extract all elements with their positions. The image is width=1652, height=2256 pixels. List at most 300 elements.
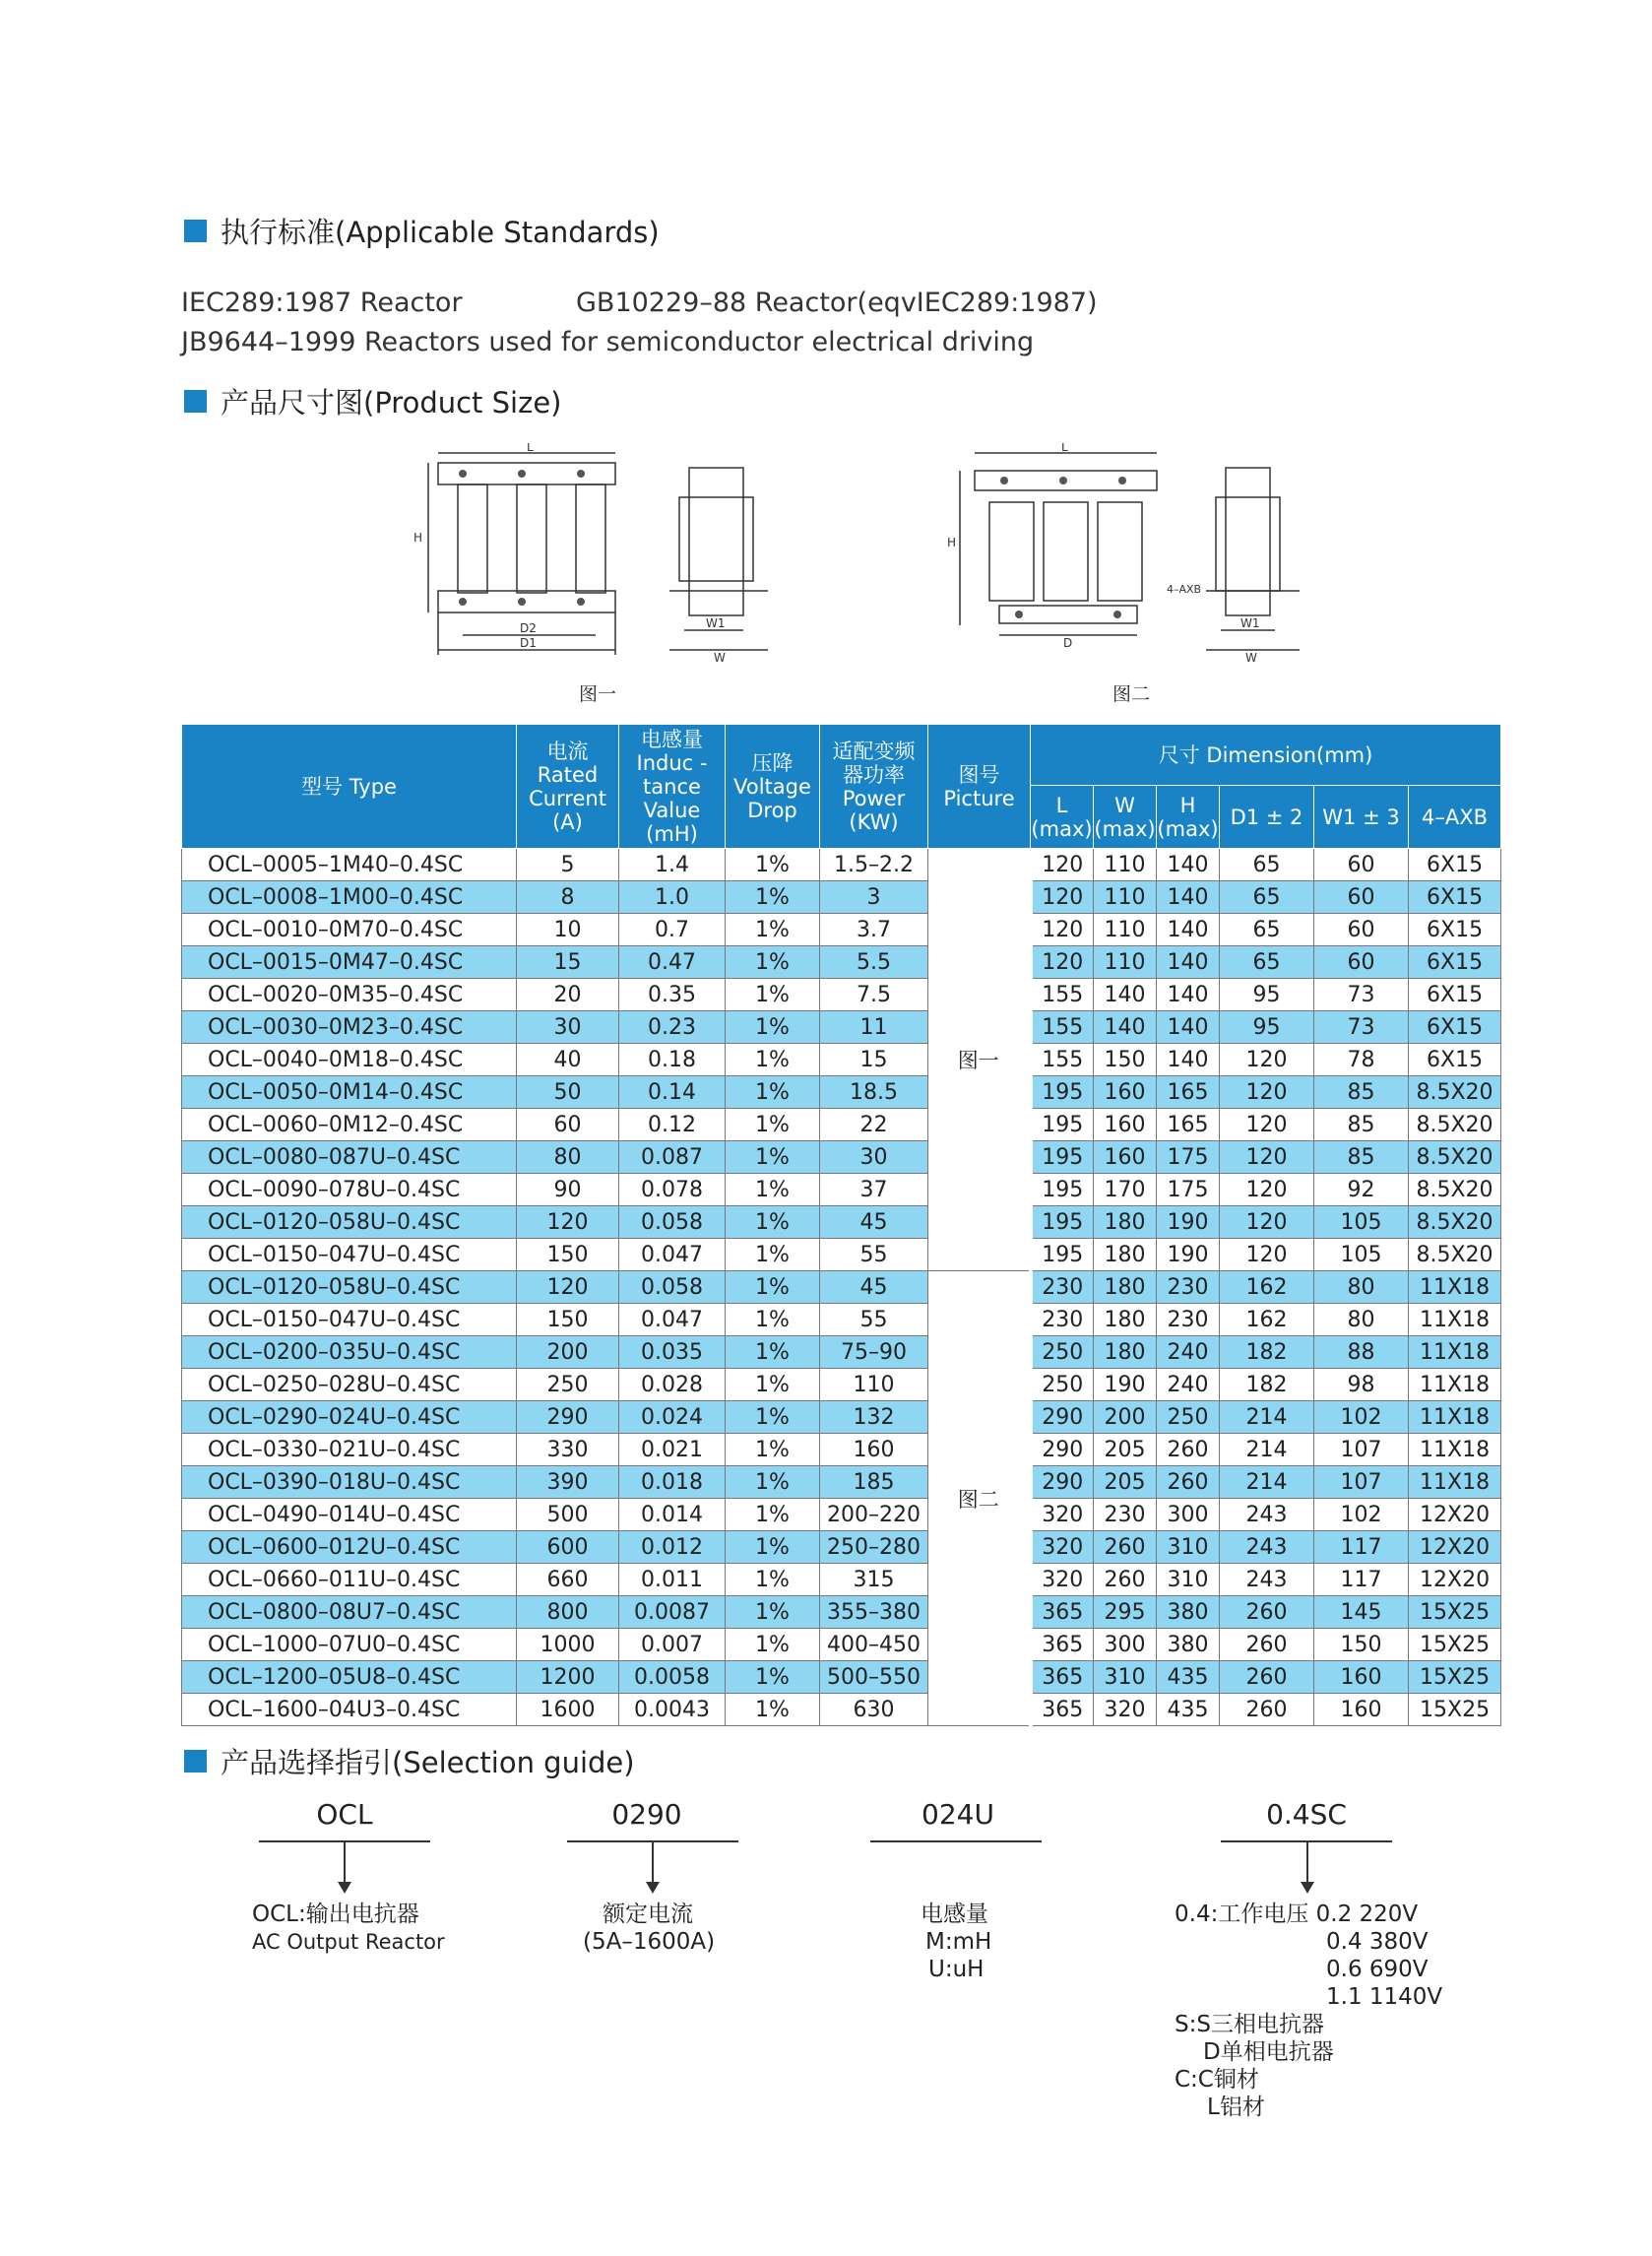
cell-inductance: 0.087 (619, 1141, 726, 1174)
cell-inductance: 0.47 (619, 946, 726, 979)
cell-D1: 243 (1220, 1531, 1314, 1564)
cell-W: 110 (1094, 914, 1157, 946)
guide-phase-line1: S:S三相电抗器 (1175, 2012, 1324, 2037)
cell-type: OCL–0005–1M40–0.4SC (182, 849, 517, 881)
cell-L: 195 (1031, 1141, 1094, 1174)
table-row (182, 1239, 1501, 1271)
cell-L: 195 (1031, 1076, 1094, 1109)
table-row (182, 1564, 1501, 1596)
cell-inductance: 0.035 (619, 1336, 726, 1369)
cell-W1: 102 (1314, 1499, 1409, 1531)
cell-4axb: 15X25 (1409, 1596, 1501, 1629)
cell-D1: 95 (1220, 1011, 1314, 1044)
cell-W1: 92 (1314, 1174, 1409, 1206)
cell-W: 200 (1094, 1401, 1157, 1434)
cell-D1: 162 (1220, 1304, 1314, 1336)
cell-4axb: 11X18 (1409, 1401, 1501, 1434)
cell-H: 310 (1157, 1564, 1220, 1596)
cell-D1: 214 (1220, 1466, 1314, 1499)
guide-ind-line2: M:mH (925, 1929, 992, 1955)
guide-ocl-line2: AC Output Reactor (252, 1930, 445, 1954)
guide-ind-line3: U:uH (928, 1957, 985, 1982)
cell-type: OCL–0250–028U–0.4SC (182, 1369, 517, 1401)
cell-voltage-drop: 1% (726, 1044, 820, 1076)
cell-L: 365 (1031, 1661, 1094, 1694)
cell-4axb: 11X18 (1409, 1336, 1501, 1369)
cell-4axb: 6X15 (1409, 1011, 1501, 1044)
cell-W: 300 (1094, 1629, 1157, 1661)
cell-H: 435 (1157, 1661, 1220, 1694)
header-dimension: 尺寸 Dimension(mm) (1031, 725, 1501, 786)
cell-W1: 117 (1314, 1531, 1409, 1564)
guide-current-line1: 额定电流 (603, 1901, 693, 1927)
cell-inductance: 0.7 (619, 914, 726, 946)
cell-W: 180 (1094, 1271, 1157, 1304)
cell-D1: 214 (1220, 1401, 1314, 1434)
cell-power: 3 (820, 881, 928, 914)
cell-type: OCL–0040–0M18–0.4SC (182, 1044, 517, 1076)
cell-W: 110 (1094, 849, 1157, 881)
cell-D1: 120 (1220, 1174, 1314, 1206)
guide-ind-line1: 电感量 (921, 1901, 988, 1927)
cell-type: OCL–0150–047U–0.4SC (182, 1304, 517, 1336)
cell-power: 5.5 (820, 946, 928, 979)
standard-gb: GB10229–88 Reactor(eqvIEC289:1987) (576, 288, 1098, 318)
cell-inductance: 0.23 (619, 1011, 726, 1044)
cell-power: 3.7 (820, 914, 928, 946)
table-row (182, 946, 1501, 979)
cell-L: 365 (1031, 1629, 1094, 1661)
table-row (182, 1629, 1501, 1661)
guide-current-line2: (5A–1600A) (583, 1929, 716, 1955)
cell-D1: 260 (1220, 1661, 1314, 1694)
table-row (182, 1044, 1501, 1076)
cell-power: 200–220 (820, 1499, 928, 1531)
cell-type: OCL–1600–04U3–0.4SC (182, 1694, 517, 1726)
table-row (182, 1661, 1501, 1694)
cell-H: 260 (1157, 1466, 1220, 1499)
table-row (182, 979, 1501, 1011)
cell-H: 175 (1157, 1174, 1220, 1206)
cell-W: 160 (1094, 1076, 1157, 1109)
picture-cell: 图一 (928, 849, 1031, 1271)
cell-voltage-drop: 1% (726, 1564, 820, 1596)
figure-2-label: 图二 (1112, 683, 1151, 705)
cell-power: 400–450 (820, 1629, 928, 1661)
cell-4axb: 6X15 (1409, 946, 1501, 979)
cell-type: OCL–0150–047U–0.4SC (182, 1239, 517, 1271)
table-row (182, 1206, 1501, 1239)
cell-W: 180 (1094, 1206, 1157, 1239)
header-inductance: 电感量 Induc - tance Value (mH) (619, 725, 726, 849)
cell-inductance: 0.12 (619, 1109, 726, 1141)
cell-current: 150 (517, 1304, 619, 1336)
cell-L: 120 (1031, 914, 1094, 946)
cell-power: 315 (820, 1564, 928, 1596)
cell-4axb: 8.5X20 (1409, 1174, 1501, 1206)
cell-W: 230 (1094, 1499, 1157, 1531)
guide-voltage-line2: 0.4 380V (1326, 1929, 1429, 1955)
cell-W: 260 (1094, 1531, 1157, 1564)
cell-inductance: 0.024 (619, 1401, 726, 1434)
cell-inductance: 0.35 (619, 979, 726, 1011)
header-D1: D1 ± 2 (1220, 786, 1314, 849)
cell-4axb: 6X15 (1409, 979, 1501, 1011)
figure-1-label: 图一 (579, 683, 617, 705)
cell-L: 120 (1031, 946, 1094, 979)
cell-D1: 162 (1220, 1271, 1314, 1304)
cell-type: OCL–0660–011U–0.4SC (182, 1564, 517, 1596)
guide-arrow-icon (344, 1842, 346, 1892)
cell-current: 1600 (517, 1694, 619, 1726)
cell-power: 1.5–2.2 (820, 849, 928, 881)
cell-L: 195 (1031, 1239, 1094, 1271)
cell-L: 290 (1031, 1434, 1094, 1466)
cell-W1: 85 (1314, 1141, 1409, 1174)
cell-W1: 105 (1314, 1239, 1409, 1271)
dim-label-4axb: 4–AXB (1167, 583, 1202, 596)
cell-L: 195 (1031, 1206, 1094, 1239)
cell-type: OCL–0290–024U–0.4SC (182, 1401, 517, 1434)
cell-D1: 65 (1220, 914, 1314, 946)
cell-4axb: 11X18 (1409, 1466, 1501, 1499)
guide-voltage-line1: 0.4:工作电压 0.2 220V (1175, 1901, 1419, 1927)
cell-W: 160 (1094, 1141, 1157, 1174)
cell-4axb: 11X18 (1409, 1434, 1501, 1466)
cell-voltage-drop: 1% (726, 1661, 820, 1694)
dim-label-W1: W1 (1240, 616, 1260, 630)
cell-L: 155 (1031, 979, 1094, 1011)
cell-power: 55 (820, 1304, 928, 1336)
cell-inductance: 0.18 (619, 1044, 726, 1076)
section-heading-selection (184, 1741, 635, 1781)
cell-power: 630 (820, 1694, 928, 1726)
section-square-icon (184, 1750, 207, 1773)
header-H: H (max) (1157, 786, 1220, 849)
dim-label-H: H (413, 531, 423, 545)
cell-voltage-drop: 1% (726, 1141, 820, 1174)
section-square-icon (184, 390, 207, 413)
cell-voltage-drop: 1% (726, 1336, 820, 1369)
cell-H: 230 (1157, 1271, 1220, 1304)
table-row (182, 849, 1501, 881)
cell-inductance: 0.0043 (619, 1694, 726, 1726)
cell-type: OCL–0090–078U–0.4SC (182, 1174, 517, 1206)
header-voltage-drop: 压降 Voltage Drop (726, 725, 820, 849)
table-row (182, 1694, 1501, 1726)
cell-H: 190 (1157, 1239, 1220, 1271)
cell-L: 320 (1031, 1531, 1094, 1564)
cell-type: OCL–0800–08U7–0.4SC (182, 1596, 517, 1629)
cell-H: 165 (1157, 1076, 1220, 1109)
cell-voltage-drop: 1% (726, 1076, 820, 1109)
cell-inductance: 0.021 (619, 1434, 726, 1466)
cell-W1: 60 (1314, 914, 1409, 946)
cell-power: 110 (820, 1369, 928, 1401)
table-row (182, 1596, 1501, 1629)
cell-voltage-drop: 1% (726, 1629, 820, 1661)
table-row (182, 1011, 1501, 1044)
cell-W: 110 (1094, 946, 1157, 979)
cell-H: 140 (1157, 1044, 1220, 1076)
cell-type: OCL–0390–018U–0.4SC (182, 1466, 517, 1499)
cell-inductance: 0.058 (619, 1271, 726, 1304)
cell-power: 22 (820, 1109, 928, 1141)
cell-current: 50 (517, 1076, 619, 1109)
guide-code-ocl: OCL (316, 1798, 373, 1831)
cell-power: 160 (820, 1434, 928, 1466)
cell-current: 120 (517, 1206, 619, 1239)
cell-W: 205 (1094, 1466, 1157, 1499)
table-row (182, 914, 1501, 946)
cell-W1: 107 (1314, 1466, 1409, 1499)
cell-current: 390 (517, 1466, 619, 1499)
cell-D1: 260 (1220, 1694, 1314, 1726)
guide-underline (870, 1840, 1042, 1842)
cell-W1: 107 (1314, 1434, 1409, 1466)
table-row (182, 881, 1501, 914)
cell-W1: 105 (1314, 1206, 1409, 1239)
cell-W: 140 (1094, 979, 1157, 1011)
cell-power: 55 (820, 1239, 928, 1271)
cell-current: 660 (517, 1564, 619, 1596)
cell-W: 140 (1094, 1011, 1157, 1044)
cell-power: 75–90 (820, 1336, 928, 1369)
cell-L: 155 (1031, 1011, 1094, 1044)
cell-H: 175 (1157, 1141, 1220, 1174)
cell-power: 500–550 (820, 1661, 928, 1694)
table-row (182, 1109, 1501, 1141)
cell-W: 180 (1094, 1336, 1157, 1369)
guide-code-voltage: 0.4SC (1266, 1798, 1347, 1831)
dim-label-H: H (947, 536, 957, 549)
cell-4axb: 12X20 (1409, 1564, 1501, 1596)
guide-code-inductance: 024U (921, 1798, 994, 1831)
standard-jb: JB9644–1999 Reactors used for semiconductor electrical driving (181, 327, 1035, 357)
cell-power: 15 (820, 1044, 928, 1076)
cell-inductance: 0.028 (619, 1369, 726, 1401)
cell-W: 150 (1094, 1044, 1157, 1076)
cell-4axb: 8.5X20 (1409, 1109, 1501, 1141)
section-square-icon (184, 220, 207, 242)
header-current: 电流 Rated Current (A) (517, 725, 619, 849)
cell-type: OCL–0080–087U–0.4SC (182, 1141, 517, 1174)
cell-power: 45 (820, 1271, 928, 1304)
cell-inductance: 0.047 (619, 1239, 726, 1271)
cell-H: 140 (1157, 946, 1220, 979)
section-heading-standards (184, 211, 660, 251)
cell-current: 200 (517, 1336, 619, 1369)
cell-D1: 243 (1220, 1564, 1314, 1596)
cell-type: OCL–0010–0M70–0.4SC (182, 914, 517, 946)
cell-voltage-drop: 1% (726, 881, 820, 914)
cell-type: OCL–1000–07U0–0.4SC (182, 1629, 517, 1661)
guide-material-line2: L铝材 (1207, 2095, 1265, 2120)
cell-W: 320 (1094, 1694, 1157, 1726)
cell-inductance: 0.078 (619, 1174, 726, 1206)
cell-voltage-drop: 1% (726, 1271, 820, 1304)
cell-voltage-drop: 1% (726, 1174, 820, 1206)
cell-power: 185 (820, 1466, 928, 1499)
table-row (182, 1434, 1501, 1466)
cell-type: OCL–0120–058U–0.4SC (182, 1206, 517, 1239)
table-row (182, 1531, 1501, 1564)
cell-L: 120 (1031, 849, 1094, 881)
dim-label-W: W (1245, 651, 1257, 665)
cell-voltage-drop: 1% (726, 1466, 820, 1499)
cell-current: 290 (517, 1401, 619, 1434)
cell-D1: 214 (1220, 1434, 1314, 1466)
cell-D1: 120 (1220, 1044, 1314, 1076)
cell-current: 60 (517, 1109, 619, 1141)
cell-current: 150 (517, 1239, 619, 1271)
cell-power: 45 (820, 1206, 928, 1239)
cell-W: 260 (1094, 1564, 1157, 1596)
table-row (182, 1466, 1501, 1499)
cell-L: 230 (1031, 1304, 1094, 1336)
guide-material-line1: C:C铜材 (1175, 2067, 1259, 2093)
table-row (182, 1174, 1501, 1206)
cell-power: 355–380 (820, 1596, 928, 1629)
cell-voltage-drop: 1% (726, 1531, 820, 1564)
header-W1: W1 ± 3 (1314, 786, 1409, 849)
cell-D1: 120 (1220, 1206, 1314, 1239)
cell-type: OCL–0020–0M35–0.4SC (182, 979, 517, 1011)
cell-current: 15 (517, 946, 619, 979)
cell-D1: 260 (1220, 1596, 1314, 1629)
cell-W1: 145 (1314, 1596, 1409, 1629)
cell-H: 140 (1157, 914, 1220, 946)
cell-voltage-drop: 1% (726, 849, 820, 881)
cell-W: 190 (1094, 1369, 1157, 1401)
cell-4axb: 12X20 (1409, 1531, 1501, 1564)
cell-current: 1000 (517, 1629, 619, 1661)
guide-arrow-icon (1306, 1842, 1308, 1892)
cell-type: OCL–1200–05U8–0.4SC (182, 1661, 517, 1694)
cell-voltage-drop: 1% (726, 979, 820, 1011)
cell-type: OCL–0600–012U–0.4SC (182, 1531, 517, 1564)
cell-4axb: 15X25 (1409, 1629, 1501, 1661)
cell-inductance: 0.058 (619, 1206, 726, 1239)
cell-4axb: 8.5X20 (1409, 1239, 1501, 1271)
cell-D1: 120 (1220, 1141, 1314, 1174)
table-row (182, 1271, 1501, 1304)
cell-voltage-drop: 1% (726, 1011, 820, 1044)
cell-type: OCL–0490–014U–0.4SC (182, 1499, 517, 1531)
table-row (182, 1499, 1501, 1531)
header-type: 型号 Type (182, 725, 517, 849)
cell-current: 40 (517, 1044, 619, 1076)
cell-inductance: 0.012 (619, 1531, 726, 1564)
cell-4axb: 11X18 (1409, 1369, 1501, 1401)
cell-4axb: 8.5X20 (1409, 1076, 1501, 1109)
table-row (182, 1336, 1501, 1369)
cell-4axb: 15X25 (1409, 1661, 1501, 1694)
cell-current: 330 (517, 1434, 619, 1466)
dim-label-D2: D2 (520, 621, 537, 635)
cell-voltage-drop: 1% (726, 1499, 820, 1531)
cell-H: 140 (1157, 979, 1220, 1011)
cell-W: 295 (1094, 1596, 1157, 1629)
cell-current: 30 (517, 1011, 619, 1044)
cell-current: 5 (517, 849, 619, 881)
cell-L: 155 (1031, 1044, 1094, 1076)
cell-voltage-drop: 1% (726, 1369, 820, 1401)
cell-W1: 88 (1314, 1336, 1409, 1369)
dim-label-L: L (1061, 443, 1068, 454)
cell-H: 435 (1157, 1694, 1220, 1726)
cell-H: 190 (1157, 1206, 1220, 1239)
cell-W: 170 (1094, 1174, 1157, 1206)
table-row (182, 1141, 1501, 1174)
cell-W: 180 (1094, 1239, 1157, 1271)
dim-label-W: W (714, 651, 726, 665)
cell-W1: 60 (1314, 881, 1409, 914)
cell-D1: 120 (1220, 1109, 1314, 1141)
cell-4axb: 11X18 (1409, 1271, 1501, 1304)
spec-table-body (182, 849, 1501, 1726)
cell-L: 365 (1031, 1596, 1094, 1629)
cell-voltage-drop: 1% (726, 1401, 820, 1434)
table-row (182, 1304, 1501, 1336)
cell-type: OCL–0060–0M12–0.4SC (182, 1109, 517, 1141)
cell-H: 380 (1157, 1596, 1220, 1629)
cell-type: OCL–0330–021U–0.4SC (182, 1434, 517, 1466)
picture-cell: 图二 (928, 1271, 1031, 1726)
cell-W1: 160 (1314, 1694, 1409, 1726)
cell-D1: 95 (1220, 979, 1314, 1011)
cell-inductance: 0.018 (619, 1466, 726, 1499)
cell-current: 120 (517, 1271, 619, 1304)
cell-current: 90 (517, 1174, 619, 1206)
cell-W: 310 (1094, 1661, 1157, 1694)
guide-voltage-line3: 0.6 690V (1326, 1957, 1429, 1982)
cell-power: 30 (820, 1141, 928, 1174)
cell-voltage-drop: 1% (726, 1109, 820, 1141)
cell-voltage-drop: 1% (726, 1304, 820, 1336)
cell-inductance: 0.011 (619, 1564, 726, 1596)
section-title: 产品选择指引(Selection guide) (221, 1746, 635, 1779)
cell-power: 132 (820, 1401, 928, 1434)
cell-H: 300 (1157, 1499, 1220, 1531)
cell-W1: 150 (1314, 1629, 1409, 1661)
cell-H: 260 (1157, 1434, 1220, 1466)
cell-D1: 65 (1220, 946, 1314, 979)
cell-L: 250 (1031, 1369, 1094, 1401)
cell-current: 600 (517, 1531, 619, 1564)
cell-L: 320 (1031, 1499, 1094, 1531)
cell-inductance: 0.14 (619, 1076, 726, 1109)
cell-inductance: 0.0058 (619, 1661, 726, 1694)
cell-H: 380 (1157, 1629, 1220, 1661)
cell-4axb: 15X25 (1409, 1694, 1501, 1726)
cell-W1: 102 (1314, 1401, 1409, 1434)
cell-H: 230 (1157, 1304, 1220, 1336)
cell-current: 20 (517, 979, 619, 1011)
cell-H: 240 (1157, 1369, 1220, 1401)
cell-power: 18.5 (820, 1076, 928, 1109)
table-row (182, 1401, 1501, 1434)
cell-4axb: 6X15 (1409, 881, 1501, 914)
dim-label-D1: D1 (520, 636, 537, 650)
cell-inductance: 0.007 (619, 1629, 726, 1661)
table-row (182, 1076, 1501, 1109)
guide-code-current: 0290 (611, 1798, 682, 1831)
cell-D1: 182 (1220, 1369, 1314, 1401)
cell-W: 110 (1094, 881, 1157, 914)
cell-power: 7.5 (820, 979, 928, 1011)
cell-voltage-drop: 1% (726, 1206, 820, 1239)
